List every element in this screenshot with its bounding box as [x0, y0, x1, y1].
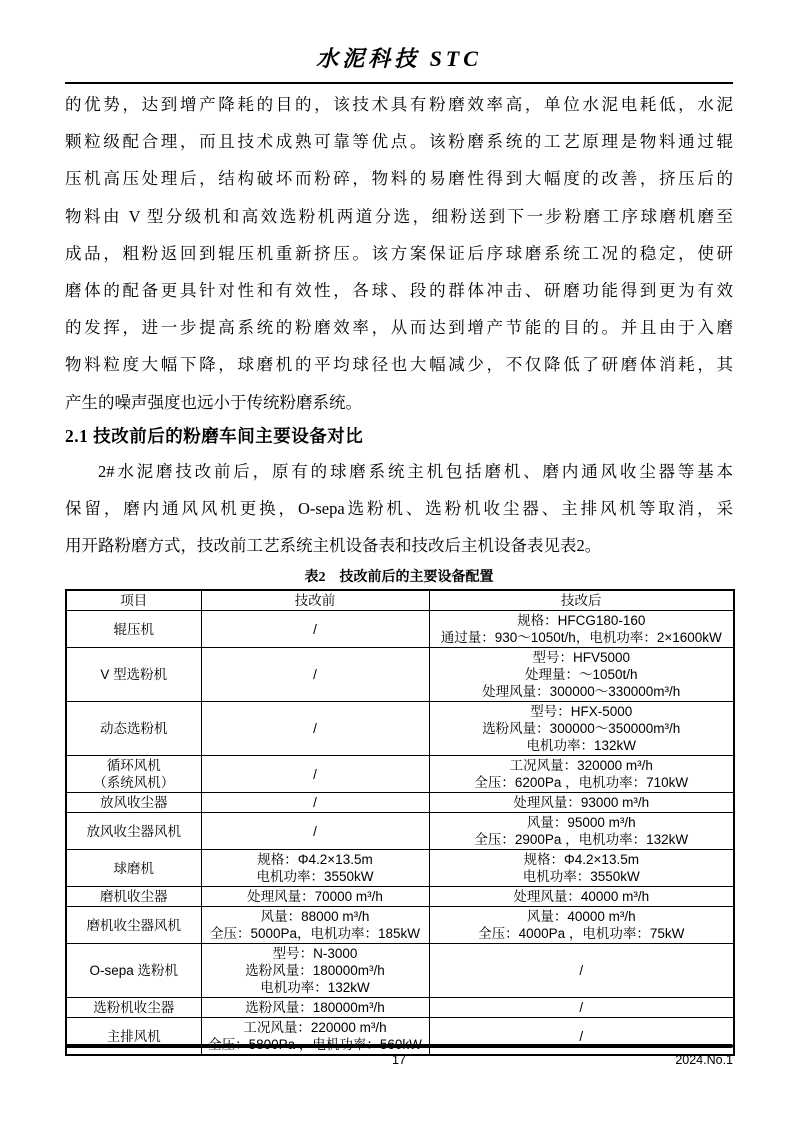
cell-line: 电机功率：132kW — [526, 738, 637, 754]
text-line: 颗粒级配合理，而且技术成熟可靠等优点。该粉磨系统的工艺原理是物料通过辊 — [65, 132, 733, 152]
text-line: 成品，粗粉返回到辊压机重新挤压。该方案保证后序球磨系统工况的稳定，使研 — [65, 243, 733, 263]
cell-line: 循环风机 — [106, 758, 161, 774]
cell-item — [66, 793, 201, 813]
cell-after — [429, 998, 734, 1018]
cell-line: 全压：6200Pa ，电机功率：710kW — [474, 775, 689, 791]
cell-line: / — [313, 721, 317, 737]
table-header-2: 技改后 — [429, 590, 734, 611]
cell-line: / — [313, 823, 317, 839]
cell-after — [429, 756, 734, 793]
cell-item — [66, 702, 201, 756]
cell-line: 电机功率：3550kW — [256, 869, 374, 885]
cell-line: / — [579, 963, 584, 979]
page-number: 17 — [392, 1053, 406, 1067]
table-row — [66, 907, 734, 944]
cell-item — [66, 611, 201, 648]
cell-before — [201, 850, 429, 887]
text-line: 2#水泥磨技改前后，原有的球磨系统主机包括磨机、磨内通风收尘器等基本 — [98, 461, 733, 481]
text-line: 产生的噪声强度也远小于传统粉磨系统。 — [65, 392, 362, 412]
cell-line: 通过量：930～1050t/h，电机功率：2×1600kW — [440, 630, 722, 646]
table-row — [66, 887, 734, 907]
text-line: 压机高压处理后，结构破坏而粉碎，物料的易磨性得到大幅度的改善，挤压后的 — [65, 169, 733, 189]
table-row — [66, 702, 734, 756]
text-line: 保留，磨内通风风机更换，O-sepa选粉机、选粉机收尘器、主排风机等取消，采 — [65, 499, 733, 519]
text-line: 的发挥，进一步提高系统的粉磨效率，从而达到增产节能的目的。并且由于入磨 — [65, 318, 733, 338]
cell-line: 处理风量：40000 m³/h — [513, 889, 650, 905]
cell-line: / — [313, 667, 317, 683]
cell-before — [201, 756, 429, 793]
cell-line: 选粉机收尘器 — [93, 1000, 175, 1016]
cell-before — [201, 944, 429, 998]
cell-after — [429, 611, 734, 648]
table-row — [66, 756, 734, 793]
cell-line: 放风收尘器风机 — [86, 823, 181, 839]
cell-after — [429, 648, 734, 702]
footer-text — [65, 1052, 733, 1068]
section-heading: 2.1 技改前后的粉磨车间主要设备对比 — [65, 425, 364, 446]
cell-after — [429, 813, 734, 850]
cell-before — [201, 702, 429, 756]
table-header-row — [66, 590, 734, 611]
cell-line: 选粉风量：300000～350000m³/h — [482, 721, 681, 737]
cell-line: 处理量：～1050t/h — [524, 667, 638, 683]
cell-line: 型号：HFV5000 — [532, 650, 631, 666]
cell-before — [201, 648, 429, 702]
cell-after — [429, 793, 734, 813]
cell-line: （系统风机） — [93, 775, 175, 791]
journal-title: 水泥科技 STC — [316, 46, 482, 71]
text-line: 的优势，达到增产降耗的目的，该技术具有粉磨效率高，单位水泥电耗低，水泥 — [65, 95, 733, 114]
text-line: 物料由 V 型分级机和高效选粉机两道分选，细粉送到下一步粉磨工序球磨机磨至 — [65, 206, 733, 226]
cell-line: / — [313, 766, 317, 782]
cell-line: 全压：5000Pa，电机功率：185kW — [209, 926, 421, 942]
paragraph-1 — [65, 86, 733, 421]
cell-line: / — [313, 795, 317, 811]
cell-before — [201, 907, 429, 944]
header-rule — [65, 82, 733, 84]
cell-line: 全压：4000Pa ，电机功率：75kW — [478, 926, 685, 942]
table-row — [66, 813, 734, 850]
cell-line: 磨机收尘器 — [100, 889, 168, 905]
issue-label: 2024.No.1 — [675, 1053, 733, 1067]
cell-line: / — [579, 1000, 584, 1016]
cell-line: 型号：N-3000 — [272, 946, 358, 962]
cell-line: 规格：Φ4.2×13.5m — [523, 852, 639, 868]
text-line: 磨体的配备更具针对性和有效性，各球、段的群体冲击、研磨功能得到更为有效 — [65, 281, 733, 301]
table-row — [66, 611, 734, 648]
cell-line: 风量：88000 m³/h — [260, 909, 370, 925]
cell-line: 选粉风量：180000m³/h — [245, 963, 385, 979]
cell-after — [429, 944, 734, 998]
cell-line: 风量：95000 m³/h — [526, 815, 636, 831]
cell-after — [429, 850, 734, 887]
table-row — [66, 648, 734, 702]
cell-line: 规格：Φ4.2×13.5m — [257, 852, 373, 868]
cell-line: 主排风机 — [106, 1028, 161, 1044]
cell-line: 处理风量：70000 m³/h — [247, 889, 383, 905]
cell-line: 球磨机 — [113, 860, 154, 876]
footer-rule — [65, 1044, 733, 1048]
cell-line: 全压：2900Pa ，电机功率：132kW — [474, 832, 689, 848]
cell-item — [66, 648, 201, 702]
cell-before — [201, 611, 429, 648]
cell-after — [429, 907, 734, 944]
cell-before — [201, 887, 429, 907]
cell-after — [429, 887, 734, 907]
cell-line: 处理风量：93000 m³/h — [513, 795, 650, 811]
cell-line: / — [313, 621, 317, 637]
cell-line: / — [579, 1028, 584, 1044]
table-caption: 表2 技改前后的主要设备配置 — [304, 570, 494, 586]
table-header-0: 项目 — [66, 590, 201, 611]
cell-line: 选粉风量：180000m³/h — [245, 1000, 385, 1016]
cell-before — [201, 793, 429, 813]
cell-before — [201, 813, 429, 850]
cell-line: 磨机收尘器风机 — [86, 917, 181, 933]
paragraph-2 — [65, 453, 733, 565]
cell-line: 电机功率：132kW — [260, 980, 370, 996]
cell-item — [66, 850, 201, 887]
cell-line: 动态选粉机 — [100, 721, 168, 737]
cell-line: 工况风量：320000 m³/h — [509, 758, 653, 774]
table-row — [66, 944, 734, 998]
cell-line: 处理风量：300000～330000m³/h — [482, 684, 681, 700]
table-header-1: 技改前 — [201, 590, 429, 611]
table-body — [66, 611, 734, 1056]
cell-line: V 型选粉机 — [100, 667, 168, 683]
cell-item — [66, 887, 201, 907]
cell-line: 型号：HFX-5000 — [530, 704, 633, 720]
cell-line: 辊压机 — [113, 621, 154, 637]
cell-line: 放风收尘器 — [100, 795, 168, 811]
cell-item — [66, 998, 201, 1018]
table-row — [66, 850, 734, 887]
table-row — [66, 998, 734, 1018]
cell-item — [66, 756, 201, 793]
cell-item — [66, 813, 201, 850]
cell-line: 工况风量：220000 m³/h — [243, 1020, 387, 1036]
page-footer — [65, 1044, 733, 1068]
text-line: 物料粒度大幅下降，球磨机的平均球径也大幅减少，不仅降低了研磨体消耗，其 — [65, 355, 733, 375]
cell-line: O-sepa 选粉机 — [89, 963, 179, 979]
cell-item — [66, 907, 201, 944]
cell-before — [201, 998, 429, 1018]
equipment-table — [65, 589, 735, 1056]
table-row — [66, 793, 734, 813]
cell-line: 风量：40000 m³/h — [526, 909, 636, 925]
cell-line: 电机功率：3550kW — [522, 869, 640, 885]
cell-item — [66, 944, 201, 998]
text-line: 用开路粉磨方式，技改前工艺系统主机设备表和技改后主机设备表见表2。 — [65, 536, 602, 556]
cell-line: 规格：HFCG180-160 — [517, 613, 646, 629]
cell-after — [429, 702, 734, 756]
